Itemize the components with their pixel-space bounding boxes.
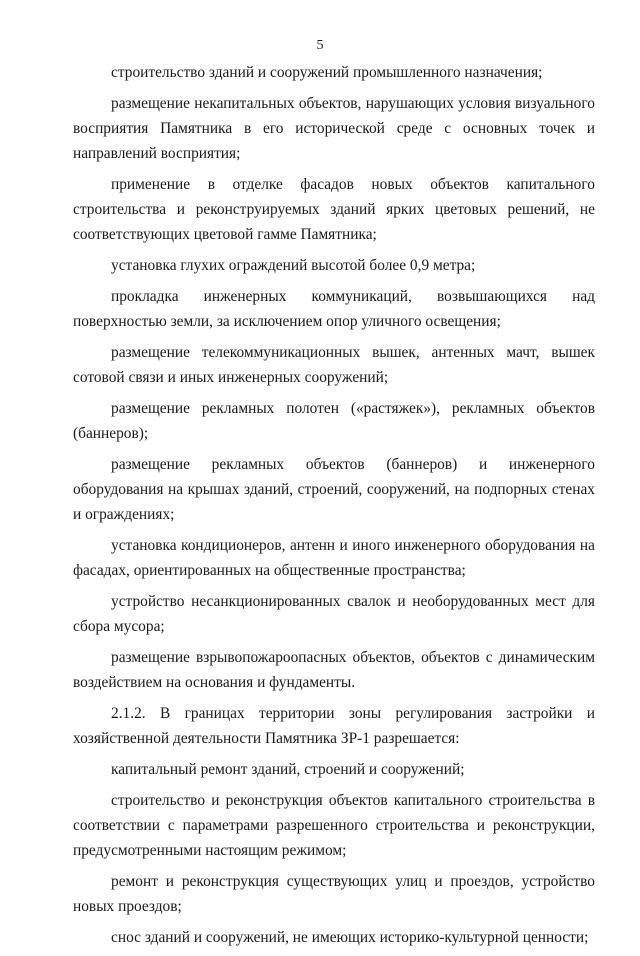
document-body	[73, 60, 595, 956]
paragraph: строительство и реконструкция объектов капитального строительства в соответствии с параметрами разрешенного строительства и реконструкции, предусмотренными настоящим режимом;	[73, 792, 595, 859]
section-heading-paragraph: 2.1.2. В границах территории зоны регулирования застройки и хозяйственной деятельности Памятника ЗР-1 разрешается:	[73, 705, 595, 747]
paragraph: размещение взрывопожароопасных объектов, объектов с динамическим воздействием на основания и фундаменты.	[73, 649, 595, 691]
paragraph: размещение некапитальных объектов, нарушающих условия визуального восприятия Памятника в его исторической среде с основных точек и направлений восприятия;	[73, 95, 595, 162]
paragraph: размещение телекоммуникационных вышек, антенных мачт, вышек сотовой связи и иных инженерных сооружений;	[73, 344, 595, 386]
paragraph: прокладка инженерных коммуникаций, возвышающихся над поверхностью земли, за исключением опор уличного освещения;	[73, 288, 595, 330]
paragraph: размещение рекламных полотен («растяжек»), рекламных объектов (баннеров);	[73, 400, 595, 442]
page-number: 5	[316, 38, 324, 53]
paragraph: устройство несанкционированных свалок и необорудованных мест для сбора мусора;	[73, 593, 595, 635]
paragraph: снос зданий и сооружений, не имеющих историко-культурной ценности;	[111, 929, 589, 946]
paragraph: установка кондиционеров, антенн и иного инженерного оборудования на фасадах, ориентированных на общественные пространства;	[73, 537, 595, 579]
paragraph: капитальный ремонт зданий, строений и сооружений;	[111, 761, 465, 778]
paragraph: ремонт и реконструкция существующих улиц и проездов, устройство новых проездов;	[73, 873, 595, 915]
paragraph: размещение рекламных объектов (баннеров) и инженерного оборудования на крышах зданий, строений, сооружений, на подпорных стенах и ограждениях;	[73, 456, 595, 523]
paragraph: строительство зданий и сооружений промышленного назначения;	[111, 64, 543, 81]
paragraph: установка глухих ограждений высотой более 0,9 метра;	[111, 257, 476, 274]
paragraph: применение в отделке фасадов новых объектов капитального строительства и реконструируемых зданий ярких цветовых решений, не соответствующих цветовой гамме Памятника;	[73, 176, 595, 243]
